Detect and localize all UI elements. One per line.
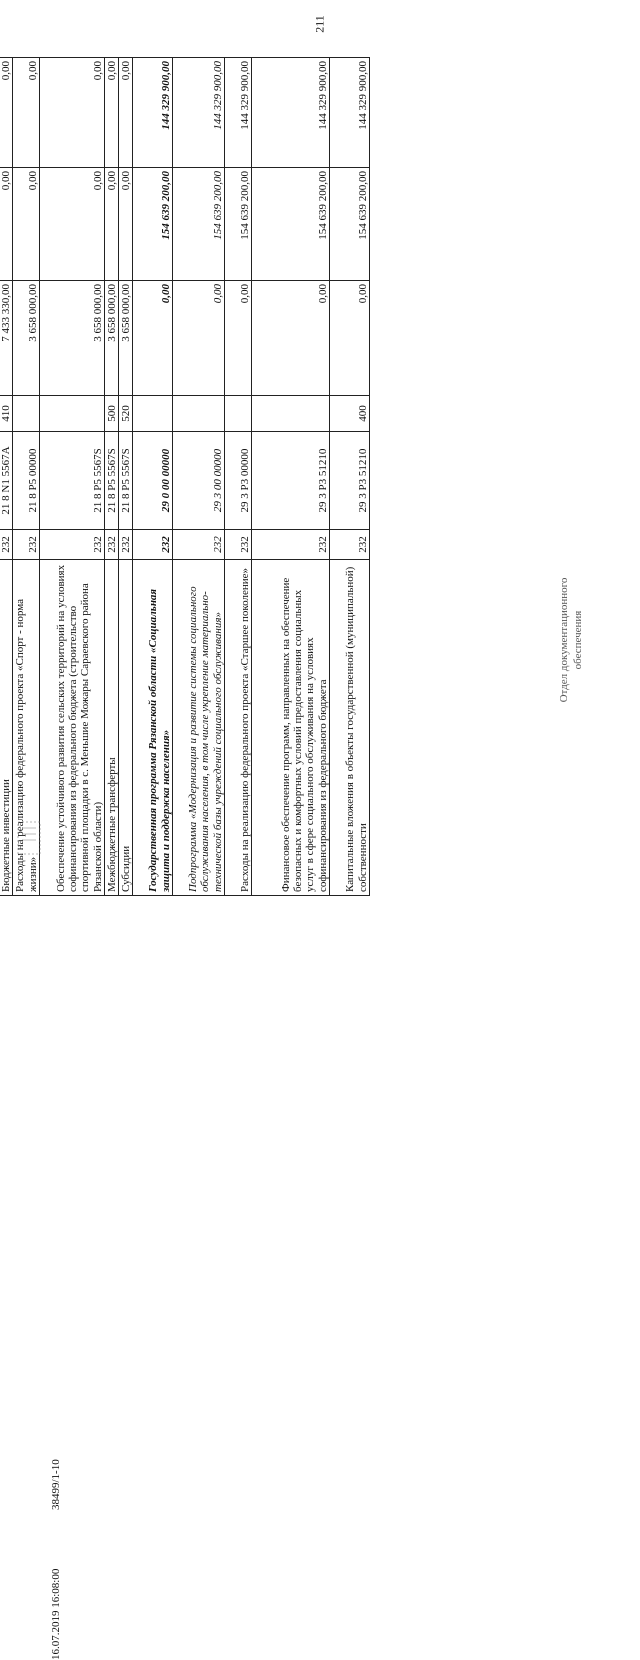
row-name: Бюджетные инвестиции — [0, 560, 13, 896]
row-vr — [252, 396, 330, 432]
row-csr: 21 8 P5 00000 — [13, 432, 40, 530]
row-name: Расходы на реализацию федерального проекта «Спорт - норма жизни» — [13, 560, 40, 896]
row-vr: 520 — [119, 396, 133, 432]
table-row — [13, 58, 40, 896]
table-row — [330, 58, 370, 896]
row-name: Обеспечение устойчивого развития сельских территорий на условиях софинансирования из федерального бюджета (строительство спортивной площадки в с. Меньшие Можары Сараевского района Рязанской области) — [40, 560, 105, 896]
table-row — [252, 58, 330, 896]
table-row — [225, 58, 252, 896]
row-csr: 29 3 P3 51210 — [330, 432, 370, 530]
row-vr — [133, 396, 173, 432]
row-amount-1: 0,00 — [252, 281, 330, 396]
stamp — [558, 520, 618, 760]
row-amount-1: 0,00 — [173, 281, 225, 396]
table-row — [0, 58, 13, 896]
footer — [48, 840, 68, 1660]
row-amount-3: 144 329 900,00 — [330, 58, 370, 168]
row-amount-3: 0,00 — [105, 58, 119, 168]
table-row — [133, 58, 173, 896]
row-code: 232 — [40, 530, 105, 560]
row-amount-2: 154 639 200,00 — [330, 168, 370, 281]
row-code: 232 — [173, 530, 225, 560]
page-number — [308, 15, 332, 33]
row-amount-1: 0,00 — [133, 281, 173, 396]
row-amount-1: 3 658 000,00 — [105, 281, 119, 396]
budget-table — [0, 57, 370, 896]
row-amount-2: 0,00 — [0, 168, 13, 281]
row-amount-3: 0,00 — [0, 58, 13, 168]
row-name: Субсидии — [119, 560, 133, 896]
row-csr: 21 8 N1 5567A — [0, 432, 13, 530]
footer-doc-id: 38499/1-10 — [50, 1459, 62, 1510]
row-name: Государственная программа Рязанской области «Социальная защита и поддержка населения» — [133, 560, 173, 896]
row-csr: 21 8 P5 5567S — [119, 432, 133, 530]
table-row — [119, 58, 133, 896]
row-code: 232 — [330, 530, 370, 560]
budget-table-area — [0, 58, 487, 896]
row-csr: 29 3 00 00000 — [173, 432, 225, 530]
stamp-line-2: обеспечения — [571, 610, 584, 670]
row-amount-1: 0,00 — [225, 281, 252, 396]
row-code: 232 — [105, 530, 119, 560]
row-csr: 21 8 P5 5567S — [105, 432, 119, 530]
row-vr — [173, 396, 225, 432]
row-vr — [40, 396, 105, 432]
row-vr — [13, 396, 40, 432]
row-name: Межбюджетные трансферты — [105, 560, 119, 896]
row-vr: 400 — [330, 396, 370, 432]
budget-table-body — [0, 58, 370, 896]
row-amount-2: 0,00 — [119, 168, 133, 281]
row-code: 232 — [13, 530, 40, 560]
row-name: Финансовое обеспечение программ, направленных на обеспечение безопасных и комфортных условий предоставления социальных услуг в сфере социального обслуживания на условиях софинансирования из федерального бюджета — [252, 560, 330, 896]
row-csr: 29 3 P3 00000 — [225, 432, 252, 530]
row-code: 232 — [0, 530, 13, 560]
row-csr: 21 8 P5 5567S — [40, 432, 105, 530]
row-name: Подпрограмма «Модернизация и развитие системы социального обслуживания населения, в том числе укрепление материально-технической базы учреждений социального обслуживания» — [173, 560, 225, 896]
row-code: 232 — [119, 530, 133, 560]
row-amount-2: 154 639 200,00 — [225, 168, 252, 281]
row-code: 232 — [225, 530, 252, 560]
row-vr — [225, 396, 252, 432]
row-csr: 29 0 00 00000 — [133, 432, 173, 530]
row-amount-2: 154 639 200,00 — [173, 168, 225, 281]
row-amount-1: 0,00 — [330, 281, 370, 396]
row-amount-1: 3 658 000,00 — [119, 281, 133, 396]
row-csr: 29 3 P3 51210 — [252, 432, 330, 530]
row-amount-2: 154 639 200,00 — [252, 168, 330, 281]
row-amount-2: 154 639 200,00 — [133, 168, 173, 281]
row-vr: 410 — [0, 396, 13, 432]
table-row — [40, 58, 105, 896]
footer-date: 16.07.2019 16:08:00 — [50, 1568, 62, 1660]
row-amount-1: 7 433 330,00 — [0, 281, 13, 396]
row-amount-3: 144 329 900,00 — [252, 58, 330, 168]
row-amount-3: 144 329 900,00 — [133, 58, 173, 168]
row-amount-1: 3 658 000,00 — [13, 281, 40, 396]
row-code: 232 — [133, 530, 173, 560]
row-amount-2: 0,00 — [40, 168, 105, 281]
row-code: 232 — [252, 530, 330, 560]
row-vr: 500 — [105, 396, 119, 432]
stamp-mark-icon — [14, 818, 44, 858]
table-row — [173, 58, 225, 896]
row-amount-1: 3 658 000,00 — [40, 281, 105, 396]
row-amount-2: 0,00 — [13, 168, 40, 281]
row-amount-2: 0,00 — [105, 168, 119, 281]
row-amount-3: 144 329 900,00 — [225, 58, 252, 168]
table-row — [105, 58, 119, 896]
row-amount-3: 0,00 — [40, 58, 105, 168]
row-amount-3: 0,00 — [13, 58, 40, 168]
row-name: Капитальные вложения в объекты государственной (муниципальной) собственности — [330, 560, 370, 896]
stamp-line-1: Отдел документационного — [558, 577, 570, 703]
page-number-text: 211 — [312, 15, 327, 33]
row-amount-3: 144 329 900,00 — [173, 58, 225, 168]
row-amount-3: 0,00 — [119, 58, 133, 168]
row-name: Расходы на реализацию федерального проекта «Старшее поколение» — [225, 560, 252, 896]
